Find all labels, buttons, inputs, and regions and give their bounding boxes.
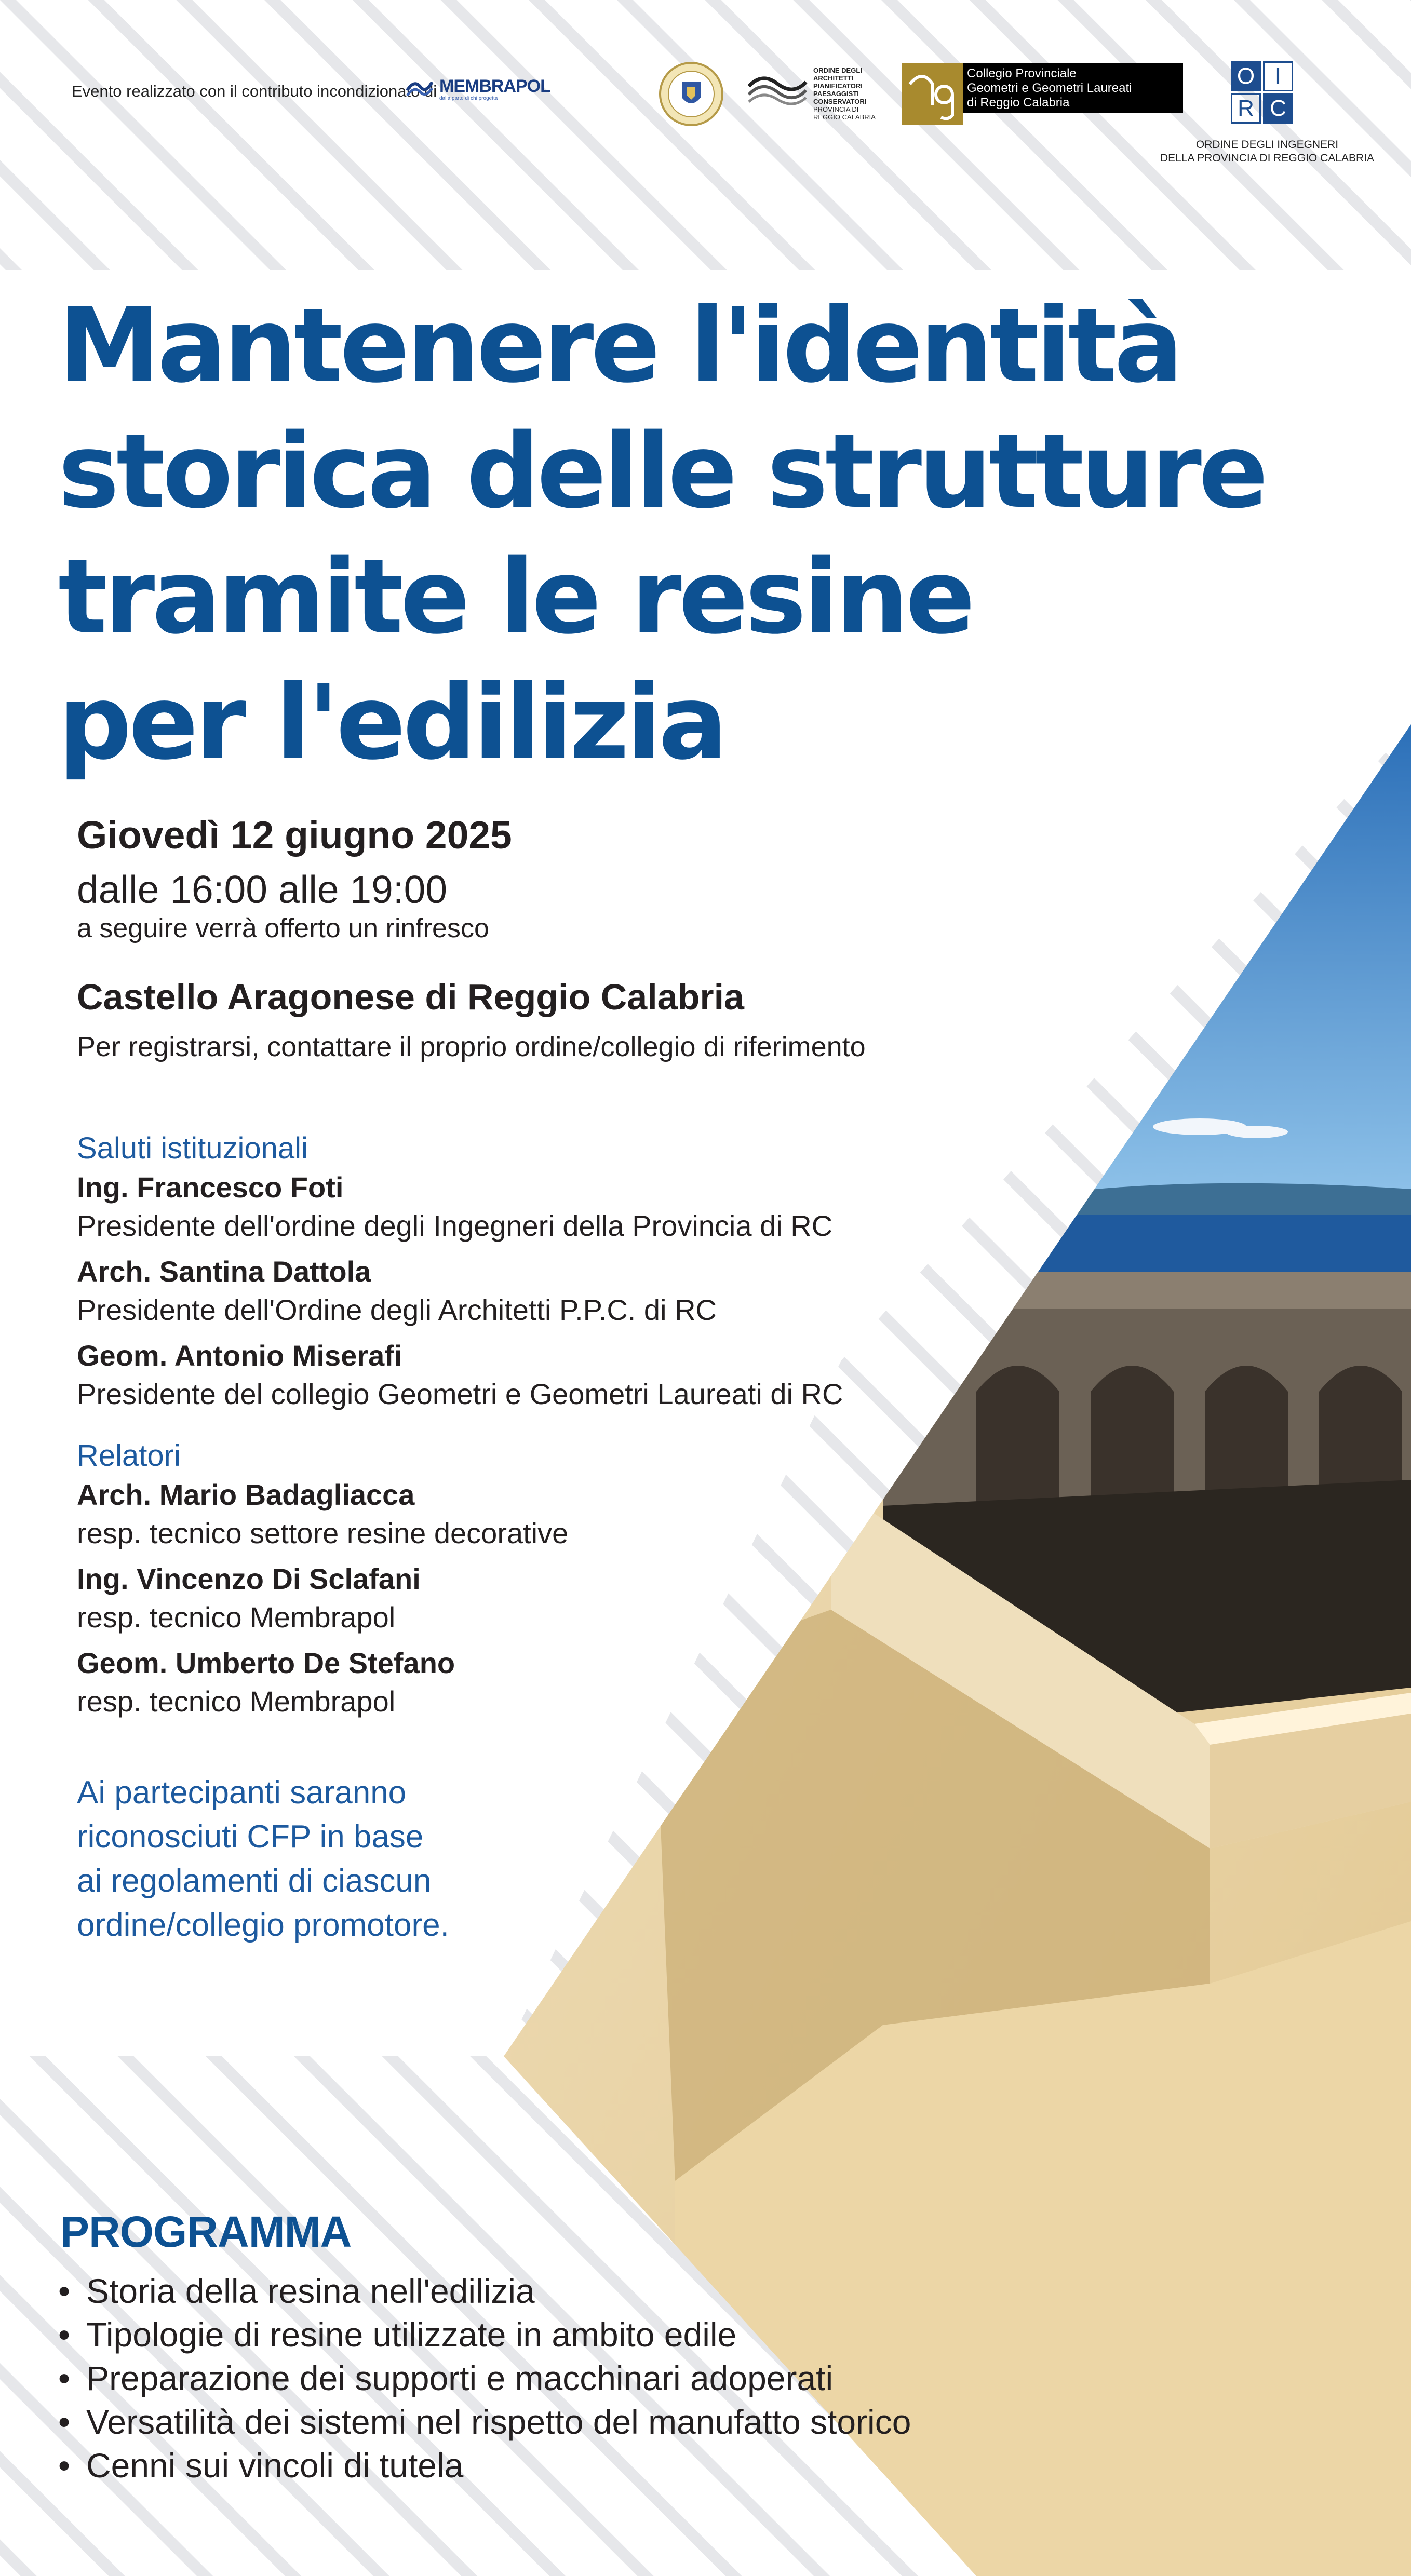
- programma-item-text: Storia della resina nell'edilizia: [86, 2272, 535, 2310]
- speaker: [77, 1337, 843, 1413]
- speaker-role: Presidente dell'ordine degli Ingegneri della Provincia di RC: [77, 1209, 833, 1242]
- architetti-line: PIANIFICATORI: [813, 82, 863, 90]
- speaker-role: resp. tecnico Membrapol: [77, 1601, 396, 1634]
- speaker: [77, 1252, 843, 1329]
- title-line: Mantenere l'identità: [58, 286, 1180, 406]
- oirc-letter: O: [1231, 61, 1261, 91]
- relatori-list: [77, 1476, 568, 1728]
- speaker: [77, 1168, 843, 1245]
- event-refreshment: a seguire verrà offerto un rinfresco: [77, 913, 489, 943]
- speaker-name: Geom. Umberto De Stefano: [77, 1647, 455, 1679]
- cfp-note: [77, 1771, 596, 1947]
- programma-heading: PROGRAMMA: [60, 2207, 352, 2256]
- registration-note: Per registrarsi, contattare il proprio ordine/collegio di riferimento: [77, 1031, 866, 1062]
- architetti-line: ARCHITETTI: [813, 74, 854, 82]
- speaker-name: Geom. Antonio Miserafi: [77, 1339, 402, 1372]
- geometri-line: di Reggio Calabria: [967, 96, 1070, 110]
- programma-item-text: Tipologie di resine utilizzate in ambito edile: [86, 2315, 737, 2354]
- speaker-name: Ing. Francesco Foti: [77, 1171, 344, 1204]
- programma-item: [58, 2313, 911, 2356]
- oirc-caption-line: DELLA PROVINCIA DI REGGIO CALABRIA: [1160, 152, 1374, 164]
- programma-item: [58, 2269, 911, 2313]
- architetti-sub: [813, 105, 891, 121]
- programma-item: [58, 2400, 911, 2444]
- geometri-logo: [902, 63, 1183, 125]
- cfp-line: Ai partecipanti saranno: [77, 1775, 407, 1811]
- architetti-line: CONSERVATORI: [813, 98, 867, 105]
- oirc-caption-line: ORDINE DEGLI INGEGNERI: [1195, 139, 1339, 151]
- architetti-logo: [747, 66, 891, 121]
- oirc-letter: R: [1231, 93, 1261, 124]
- bullet-icon: •: [58, 2359, 71, 2397]
- bullet-icon: •: [58, 2315, 71, 2354]
- architetti-waves-icon: [747, 66, 808, 108]
- bullet-icon: •: [58, 2272, 71, 2310]
- cfp-line: ai regolamenti di ciascun: [77, 1863, 432, 1899]
- relatori-heading: Relatori: [77, 1439, 181, 1473]
- saluti-heading: Saluti istituzionali: [77, 1131, 308, 1165]
- membrapol-logo: [405, 72, 550, 101]
- event-venue: Castello Aragonese di Reggio Calabria: [77, 977, 744, 1017]
- speaker: [77, 1476, 568, 1553]
- membrapol-tagline: dalla parte di chi progetta: [439, 96, 498, 101]
- sponsor-text: Evento realizzato con il contributo incondizionato di: [72, 82, 437, 100]
- event-date: Giovedì 12 giugno 2025: [77, 813, 512, 857]
- oirc-letter: I: [1263, 61, 1293, 91]
- bullet-icon: •: [58, 2403, 71, 2441]
- geometri-text: [963, 63, 1183, 113]
- speaker-role: resp. tecnico settore resine decorative: [77, 1517, 569, 1549]
- programma-list: [58, 2269, 911, 2487]
- title-line: tramite le resine: [58, 537, 972, 657]
- bullet-icon: •: [58, 2446, 71, 2485]
- speaker-name: Ing. Vincenzo Di Sclafani: [77, 1562, 421, 1595]
- architetti-text: [813, 66, 891, 121]
- programma-item-text: Versatilità dei sistemi nel rispetto del manufatto storico: [86, 2403, 911, 2441]
- programma-item: [58, 2356, 911, 2400]
- architetti-line: ORDINE DEGLI: [813, 66, 862, 74]
- cfp-line: riconosciuti CFP in base: [77, 1819, 424, 1855]
- title-line: per l'edilizia: [58, 663, 725, 783]
- speaker-name: Arch. Santina Dattola: [77, 1255, 371, 1288]
- programma-item-text: Cenni sui vincoli di tutela: [86, 2446, 464, 2485]
- cfp-line: ordine/collegio promotore.: [77, 1907, 449, 1943]
- architetti-line: PAESAGGISTI: [813, 90, 859, 98]
- title-line: storica delle strutture: [58, 411, 1266, 531]
- membrapol-name: MEMBRAPOL: [439, 76, 550, 96]
- speaker-role: resp. tecnico Membrapol: [77, 1685, 396, 1718]
- speaker-name: Arch. Mario Badagliacca: [77, 1478, 415, 1511]
- geometri-mark-icon: [902, 63, 963, 125]
- architetti-sub-line: REGGIO CALABRIA: [813, 113, 876, 121]
- province-emblem-icon: [659, 61, 724, 127]
- speaker-role: Presidente dell'Ordine degli Architetti P.P.C. di RC: [77, 1293, 717, 1326]
- oirc-caption: [1153, 138, 1381, 165]
- programma-item: [58, 2444, 911, 2487]
- architetti-sub-line: PROVINCIA DI: [813, 105, 859, 113]
- oirc-letter: C: [1263, 93, 1293, 124]
- speaker: [77, 1560, 568, 1637]
- saluti-list: [77, 1168, 843, 1421]
- page-title: [58, 283, 1356, 786]
- geometri-line: Collegio Provinciale: [967, 66, 1077, 80]
- programma-item-text: Preparazione dei supporti e macchinari adoperati: [86, 2359, 834, 2397]
- geometri-line: Geometri e Geometri Laureati: [967, 81, 1132, 95]
- oirc-logo: [1231, 61, 1295, 124]
- speaker-role: Presidente del collegio Geometri e Geometri Laureati di RC: [77, 1378, 843, 1410]
- event-time: dalle 16:00 alle 19:00: [77, 868, 448, 911]
- speaker: [77, 1644, 568, 1721]
- membrapol-wave-icon: [405, 72, 434, 101]
